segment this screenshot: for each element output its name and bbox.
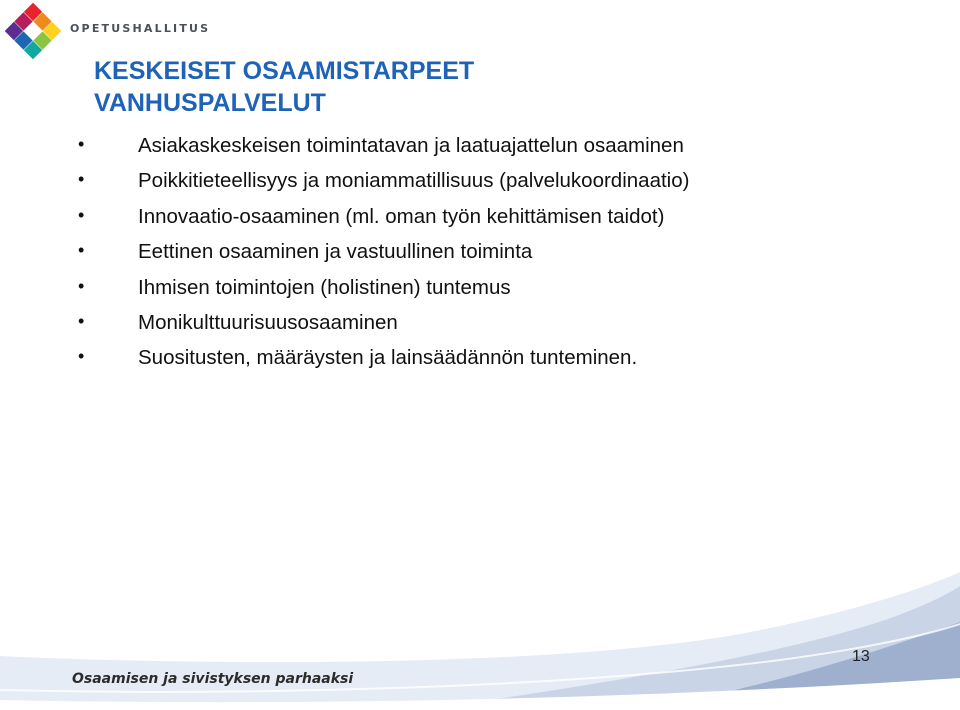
bullet-icon: • [78, 169, 85, 190]
list-item-text: Monikulttuurisuusosaaminen [138, 310, 398, 334]
list-item-text: Asiakaskeskeisen toimintatavan ja laatuajattelun osaaminen [138, 134, 684, 157]
brand-name: OPETUSHALLITUS [70, 22, 211, 35]
list-item-text: Innovaatio-osaaminen (ml. oman työn kehittämisen taidot) [138, 204, 665, 228]
bullet-icon: • [78, 275, 85, 296]
page-number: 13 [852, 648, 870, 665]
bullet-icon: • [78, 134, 85, 154]
list-item-text: Eettinen osaaminen ja vastuullinen toiminta [138, 240, 533, 264]
footer-wave-decoration [0, 560, 960, 710]
slide-title [94, 55, 474, 119]
bullet-icon: • [78, 346, 85, 367]
title-line-2: VANHUSPALVELUT [94, 89, 326, 117]
diamond-mosaic-logo-icon [4, 2, 62, 60]
list-item-text: Poikkitieteellisyys ja moniammatillisuus (palvelukoordinaatio) [138, 169, 690, 193]
title-line-1: KESKEISET OSAAMISTARPEET [94, 57, 475, 85]
list-item-text: Ihmisen toimintojen (holistinen) tuntemus [138, 275, 511, 299]
footer-tagline: Osaamisen ja sivistyksen parhaaksi [72, 671, 354, 687]
list-item-text: Suositusten, määräysten ja lainsäädännön tunteminen. [138, 346, 638, 370]
bullet-icon: • [78, 310, 85, 331]
bullet-icon: • [78, 240, 85, 261]
bullet-icon: • [78, 204, 85, 225]
